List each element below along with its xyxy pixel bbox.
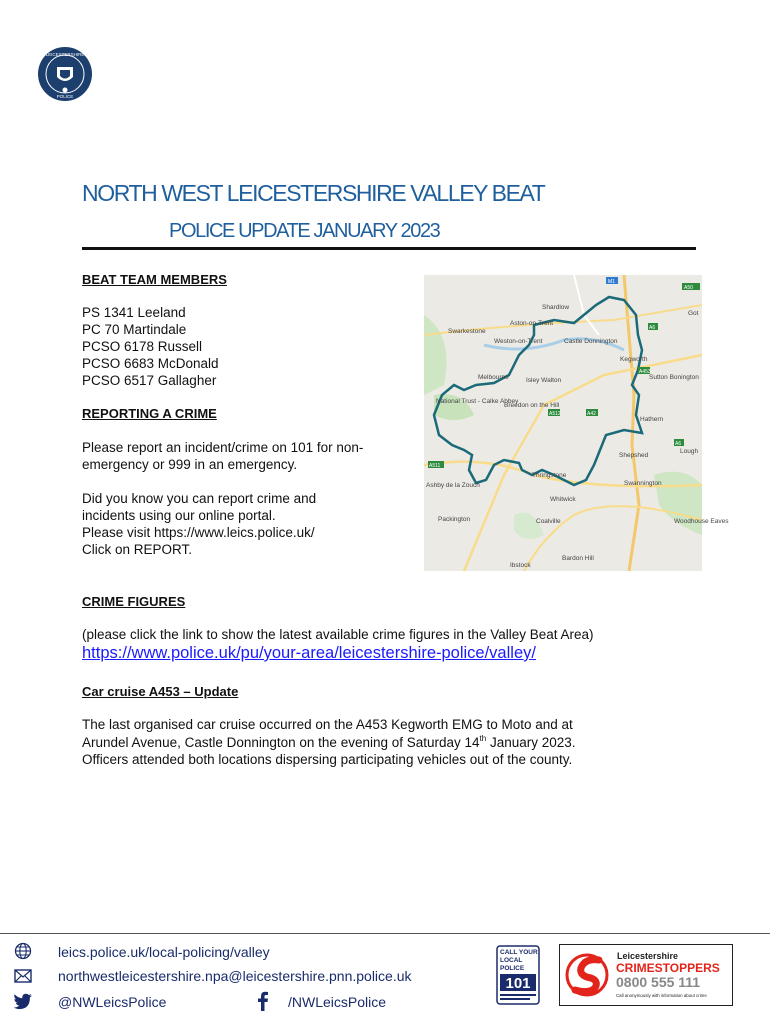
team-member: PS 1341 Leeland [82,305,186,320]
map-label: Breedon on the Hill [504,402,560,409]
map-label: Bardon Hill [562,555,594,562]
map-label: Lough [680,448,699,455]
reporting-heading: REPORTING A CRIME [82,406,217,421]
badge-line: CALL YOUR [500,949,538,956]
online-line: Please visit https://www.leics.police.uk/ [82,525,315,540]
road-label: A511 [429,463,441,469]
map-label: Shepshed [619,452,649,459]
car-cruise-text [82,716,576,769]
map-label: Swannington [624,480,662,487]
call-101-badge [496,945,540,1005]
report-line: Please report an incident/crime on 101 for non- [82,440,364,455]
crimestoppers-phone: 0800 555 111 [616,974,701,990]
online-portal-info [82,490,316,558]
road-label: A453 [639,369,651,375]
map-label: Swarkestone [448,328,486,335]
map-label: Woodhouse Eaves [674,518,729,525]
badge-number: 101 [505,975,531,992]
report-line: emergency or 999 in an emergency. [82,457,298,472]
map-label: Weston-on-Trent [494,338,543,345]
map-label: Ashby de la Zouch [426,482,480,489]
team-member: PCSO 6178 Russell [82,339,203,354]
map-label: Got [688,310,699,317]
road-label: M1 [608,279,615,285]
road-label: A6 [649,325,656,331]
beat-team-list [82,304,219,389]
twitter-handle[interactable]: @NWLeicsPolice [58,994,167,1010]
globe-icon [12,942,34,960]
cruise-line-text: Arundel Avenue, Castle Donnington on the evening of Saturday 14 [82,734,480,750]
page-title: NORTH WEST LEICESTERSHIRE VALLEY BEAT [82,180,545,206]
map-label: Coalville [536,518,561,525]
map-label: National Trust - Calke Abbey [436,398,519,405]
crimestoppers-region: Leicestershire [617,951,679,961]
map-label: Packington [438,516,471,523]
footer-divider [0,933,770,934]
car-cruise-heading: Car cruise A453 – Update [82,684,239,699]
team-member: PCSO 6517 Gallagher [82,373,217,388]
badge-line: POLICE [500,965,525,972]
map-label: Kegworth [620,356,648,363]
road-label: A512 [549,411,561,417]
crimestoppers-tagline: Call anonymously with information about crime [616,993,707,998]
map-label: Shardlow [542,304,570,311]
beat-team-heading: BEAT TEAM MEMBERS [82,272,227,287]
logo-text-bottom: POLICE [56,94,74,99]
map-label: Melbourne [478,374,509,381]
map-label: Whitwick [550,496,576,503]
crime-figures-heading: CRIME FIGURES [82,594,186,609]
online-line: Click on REPORT. [82,542,193,557]
map-label: Hathern [640,416,664,423]
road-label: A6 [675,441,682,447]
badge-line: LOCAL [500,957,523,964]
cruise-line [82,734,576,752]
online-line: Did you know you can report crime and [82,491,317,506]
valley-beat-map [424,275,729,571]
cruise-line: Officers attended both locations dispersing participating vehicles out of the county. [82,752,573,767]
date-suffix: th [479,733,487,743]
report-instructions [82,439,363,473]
crime-figures-link[interactable]: https://www.police.uk/pu/your-area/leicestershire-police/valley/ [82,644,536,662]
twitter-icon [12,992,34,1010]
logo-text-top: LEICESTERSHIRE [45,52,85,57]
map-label: Isley Walton [526,377,562,384]
road-label: A42 [587,411,596,417]
facebook-handle[interactable]: /NWLeicsPolice [288,994,387,1010]
crime-figures-text: (please click the link to show the latest available crime figures in the Valley Beat Area) [82,627,594,642]
cruise-line: The last organised car cruise occurred on the A453 Kegworth EMG to Moto and at [82,717,573,732]
envelope-icon [12,967,34,985]
crimestoppers-name: CRIMESTOPPERS [616,961,720,975]
road-label: A50 [684,285,693,291]
leicestershire-police-logo [37,46,93,102]
team-member: PC 70 Martindale [82,322,187,337]
map-label: Ibstock [510,562,531,569]
map-label: Castle Donnington [564,338,618,345]
team-member: PCSO 6683 McDonald [82,356,219,371]
facebook-icon [254,991,272,1011]
crimestoppers-logo [559,944,733,1006]
online-line: incidents using our online portal. [82,508,276,523]
cruise-line-text: January 2023. [486,734,576,750]
email-link[interactable]: northwestleicestershire.npa@leicestershire.pnn.police.uk [58,968,412,984]
map-label: Sutton Bonington [649,374,699,381]
page-subtitle: POLICE UPDATE JANUARY 2023 [169,220,440,242]
title-divider [82,247,696,250]
map-label: Thringstone [532,472,567,479]
map-label: Aston-on-Trent [510,320,554,327]
website-link[interactable]: leics.police.uk/local-policing/valley [58,944,270,960]
